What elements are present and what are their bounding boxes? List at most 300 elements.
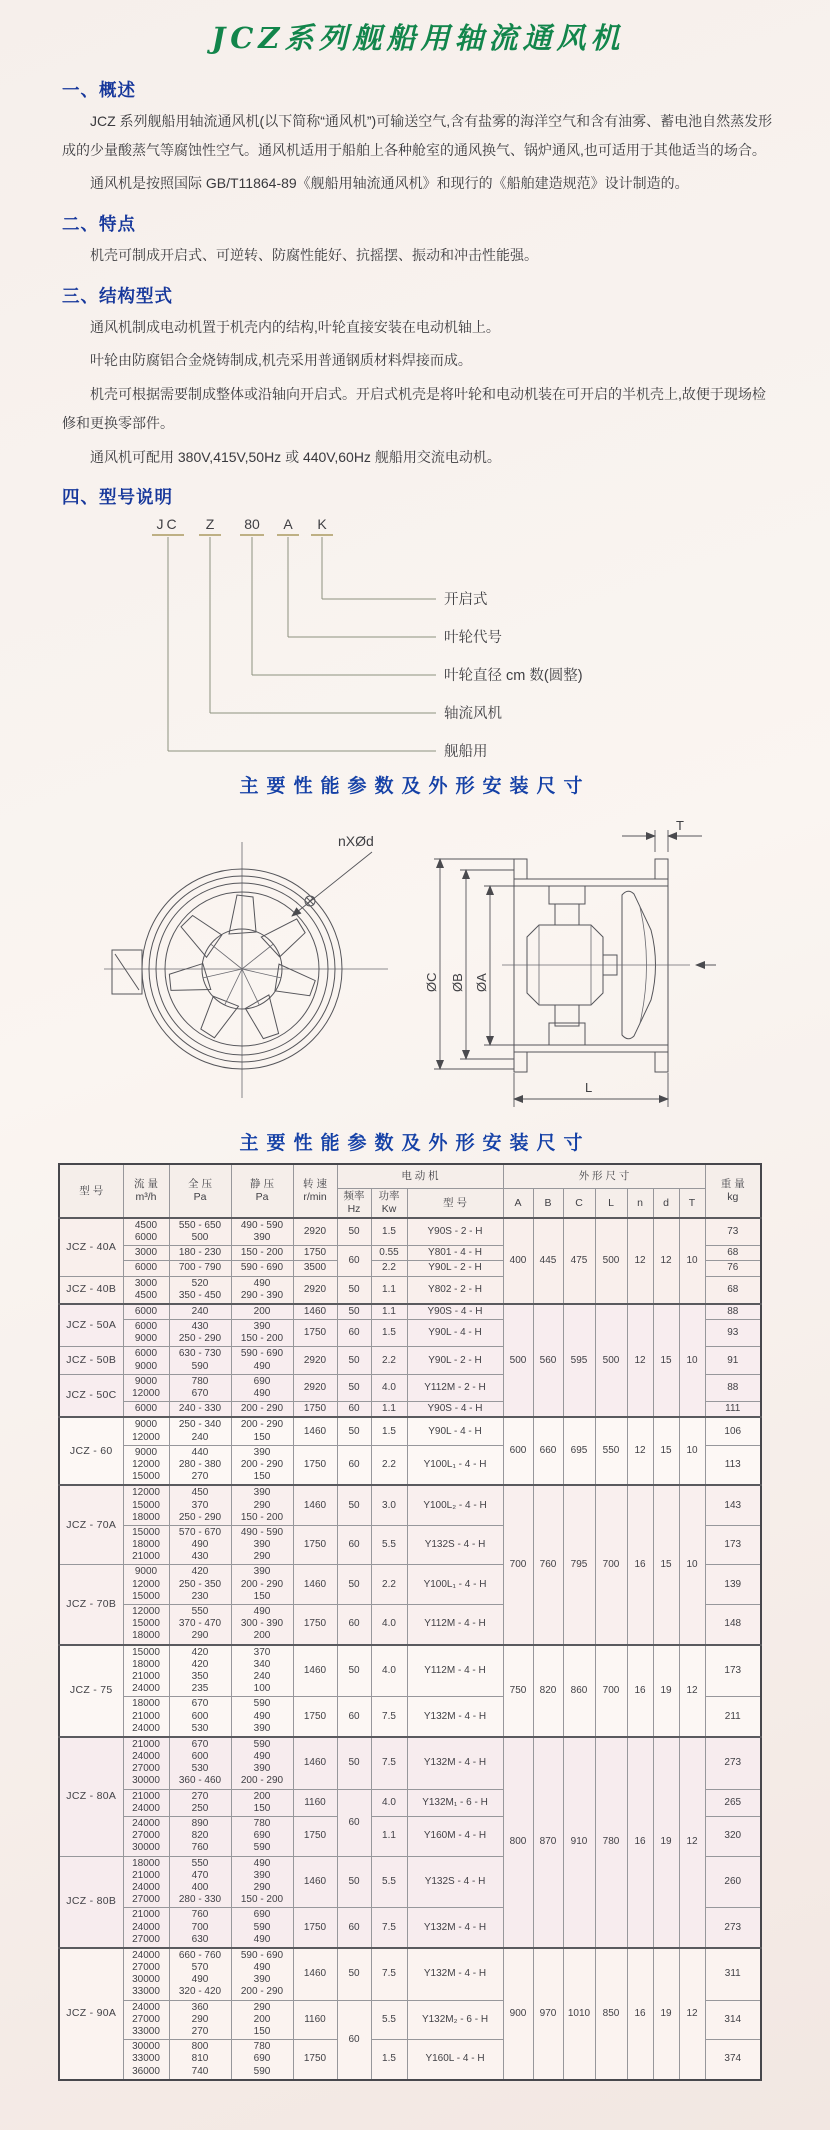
table-cell: 15000 18000 21000 <box>123 1525 169 1565</box>
table-cell: 450 370 250 - 290 <box>169 1485 231 1525</box>
table-cell: 695 <box>563 1417 595 1485</box>
table-cell: 1460 <box>293 1948 337 2000</box>
table-cell: 690 590 490 <box>231 1908 293 1948</box>
table-cell: 7.5 <box>371 1948 407 2000</box>
table-cell: 3.0 <box>371 1485 407 1525</box>
table-row <box>59 1948 761 2000</box>
table-cell: 2920 <box>293 1347 337 1374</box>
header-cell: 全 压 Pa <box>169 1164 231 1218</box>
table-cell: Y100L₁ - 4 - H <box>407 1445 503 1485</box>
header-cell: 电 动 机 <box>337 1164 503 1189</box>
table-cell: 500 <box>595 1304 627 1418</box>
table-cell: 2.2 <box>371 1445 407 1485</box>
table-cell: 1750 <box>293 2040 337 2080</box>
table-cell: 68 <box>705 1276 761 1304</box>
header-cell: d <box>653 1189 679 1218</box>
table-cell: 1.1 <box>371 1402 407 1418</box>
table-row <box>59 1645 761 1697</box>
table-cell: Y132S - 4 - H <box>407 1525 503 1565</box>
table-cell: 1460 <box>293 1565 337 1605</box>
table-cell: 30000 33000 36000 <box>123 2040 169 2080</box>
table-cell: 50 <box>337 1737 371 1789</box>
model-cell: JCZ - 50C <box>59 1374 123 1417</box>
overview-paragraph-2: 通风机是按照国际 GB/T11864-89《舰船用轴流通风机》和现行的《船舶建造规范》设计制造的。 <box>90 175 689 192</box>
table-cell: 860 <box>563 1645 595 1737</box>
table-cell: 600 <box>503 1417 533 1485</box>
table-cell: 1160 <box>293 2000 337 2040</box>
header-cell: 流 量 m³/h <box>123 1164 169 1218</box>
table-cell: 445 <box>533 1218 563 1304</box>
table-cell: 9000 12000 <box>123 1374 169 1401</box>
table-cell: 50 <box>337 1417 371 1445</box>
table-cell: 16 <box>627 1485 653 1644</box>
table-cell: 490 - 590 390 <box>231 1218 293 1246</box>
table-cell: 60 <box>337 1789 371 1856</box>
table-cell: 2920 <box>293 1276 337 1304</box>
table-cell: 430 250 - 290 <box>169 1320 231 1347</box>
table-cell: 670 600 530 <box>169 1697 231 1737</box>
bolt-holes-label: nXØd <box>338 833 374 850</box>
table-cell: 12 <box>627 1218 653 1304</box>
table-cell: 1.5 <box>371 1417 407 1445</box>
table-cell: 60 <box>337 1320 371 1347</box>
table-cell: 68 <box>705 1246 761 1261</box>
structure-paragraph-4: 通风机可配用 380V,415V,50Hz 或 440V,60Hz 舰船用交流电动机。 <box>90 448 501 465</box>
table-cell: 240 - 330 <box>169 1402 231 1418</box>
table-cell: 475 <box>563 1218 595 1304</box>
header-cell: B <box>533 1189 563 1218</box>
table-cell: 1750 <box>293 1402 337 1418</box>
table-row <box>59 1737 761 1789</box>
table-cell: 900 <box>503 1948 533 2080</box>
code-label-axial-fan: 轴流风机 <box>444 706 502 723</box>
table-row <box>59 1218 761 1246</box>
table-cell: Y160L - 4 - H <box>407 2040 503 2080</box>
dia_b-label: ØB <box>450 973 465 993</box>
table-cell: 290 200 150 <box>231 2000 293 2040</box>
structure-paragraph-3: 机壳可根据需要制成整体或沿轴向开启式。开启式机壳是将叶轮和电动机装在可开启的半机壳上,故便于现场检修和更换零部件。 <box>62 386 766 431</box>
table-cell: 2.2 <box>371 1261 407 1276</box>
table-cell: Y90S - 4 - H <box>407 1304 503 1320</box>
table-cell: 15 <box>653 1417 679 1485</box>
table-cell: 1750 <box>293 1246 337 1261</box>
table-cell: 490 390 290 150 - 200 <box>231 1856 293 1908</box>
table-cell: 10 <box>679 1417 705 1485</box>
model-cell: JCZ - 75 <box>59 1645 123 1737</box>
table-cell: 780 670 <box>169 1374 231 1401</box>
table-cell: 7.5 <box>371 1697 407 1737</box>
table-cell: 50 <box>337 1856 371 1908</box>
header-cell: n <box>627 1189 653 1218</box>
table-cell: 1750 <box>293 1605 337 1645</box>
thickness-label: T <box>676 818 684 834</box>
table-cell: 113 <box>705 1445 761 1485</box>
table-cell: 3000 4500 <box>123 1276 169 1304</box>
table-cell: 60 <box>337 1445 371 1485</box>
code-label-impeller-code: 叶轮代号 <box>444 630 502 647</box>
table-cell: Y100L₂ - 4 - H <box>407 1485 503 1525</box>
table-cell: 139 <box>705 1565 761 1605</box>
table-cell: 270 250 <box>169 1789 231 1816</box>
table-cell: 50 <box>337 1374 371 1401</box>
table-cell: 5.5 <box>371 2000 407 2040</box>
length-label: L <box>585 1080 593 1096</box>
table-cell: 12000 15000 18000 <box>123 1485 169 1525</box>
table-cell: 1.1 <box>371 1276 407 1304</box>
table-cell: 15 <box>653 1485 679 1644</box>
table-cell: Y100L₁ - 4 - H <box>407 1565 503 1605</box>
table-cell: 173 <box>705 1645 761 1697</box>
table-cell: 440 280 - 380 270 <box>169 1445 231 1485</box>
model-code-k: K <box>317 516 327 533</box>
table-cell: Y90S - 2 - H <box>407 1218 503 1246</box>
table-cell: 76 <box>705 1261 761 1276</box>
header-cell: 型 号 <box>59 1164 123 1218</box>
table-cell: 1750 <box>293 1908 337 1948</box>
table-cell: 1750 <box>293 1817 337 1857</box>
table-cell: Y132M - 4 - H <box>407 1737 503 1789</box>
table-row <box>59 1485 761 1525</box>
table-cell: 143 <box>705 1485 761 1525</box>
table-cell: 630 - 730 590 <box>169 1347 231 1374</box>
table-cell: 550 470 400 280 - 330 <box>169 1856 231 1908</box>
table-cell: 870 <box>533 1737 563 1948</box>
table-cell: 550 370 - 470 290 <box>169 1605 231 1645</box>
table-cell: 60 <box>337 1908 371 1948</box>
table-cell: 700 <box>595 1645 627 1737</box>
model-code-diagram <box>0 513 830 763</box>
table-cell: Y802 - 2 - H <box>407 1276 503 1304</box>
features-paragraph-1: 机壳可制成开启式、可逆转、防腐性能好、抗摇摆、振动和冲击性能强。 <box>90 247 538 264</box>
model-cell: JCZ - 90A <box>59 1948 123 2080</box>
table-cell: Y132S - 4 - H <box>407 1856 503 1908</box>
table-cell: 12 <box>679 1948 705 2080</box>
table-cell: 1460 <box>293 1856 337 1908</box>
table-cell: 590 490 390 200 - 290 <box>231 1737 293 1789</box>
model-code-80: 80 <box>244 516 260 533</box>
table-cell: 311 <box>705 1948 761 2000</box>
table-cell: 1750 <box>293 1525 337 1565</box>
table-cell: 6000 9000 <box>123 1347 169 1374</box>
structure-paragraph-2: 叶轮由防腐铝合金烧铸制成,机壳采用普通钢质材料焊接而成。 <box>90 352 472 369</box>
table-cell: Y90L - 2 - H <box>407 1261 503 1276</box>
table-cell: 88 <box>705 1374 761 1401</box>
performance-heading-2: 主要性能参数及外形安装尺寸 <box>239 1133 591 1155</box>
table-cell: Y90L - 4 - H <box>407 1320 503 1347</box>
table-cell: 760 <box>533 1485 563 1644</box>
table-cell: 560 <box>533 1304 563 1418</box>
table-cell: 200 150 <box>231 1789 293 1816</box>
table-cell: 795 <box>563 1485 595 1644</box>
table-cell: 520 350 - 450 <box>169 1276 231 1304</box>
table-cell: 690 490 <box>231 1374 293 1401</box>
table-cell: 50 <box>337 1565 371 1605</box>
model-cell: JCZ - 80A <box>59 1737 123 1856</box>
model-code-z: Z <box>205 516 215 533</box>
table-cell: 420 420 350 235 <box>169 1645 231 1697</box>
table-cell: 4.0 <box>371 1645 407 1697</box>
performance-heading-1: 主要性能参数及外形安装尺寸 <box>239 776 591 798</box>
table-cell: 5.5 <box>371 1856 407 1908</box>
table-cell: 12 <box>679 1645 705 1737</box>
table-cell: 60 <box>337 1246 371 1276</box>
model-cell: JCZ - 70B <box>59 1565 123 1645</box>
table-cell: 148 <box>705 1605 761 1645</box>
model-cell: JCZ - 80B <box>59 1856 123 1948</box>
table-cell: 1.5 <box>371 1218 407 1246</box>
table-cell: 50 <box>337 1645 371 1697</box>
table-cell: 240 <box>169 1304 231 1320</box>
table-cell: 50 <box>337 1218 371 1246</box>
table-cell: 970 <box>533 1948 563 2080</box>
table-cell: 1010 <box>563 1948 595 2080</box>
dia_c-label: ØC <box>424 972 439 993</box>
table-cell: 890 820 760 <box>169 1817 231 1857</box>
table-cell: 50 <box>337 1276 371 1304</box>
table-cell: 60 <box>337 1402 371 1418</box>
table-cell: 500 <box>503 1304 533 1418</box>
table-cell: 9000 12000 <box>123 1417 169 1445</box>
table-row <box>59 1417 761 1445</box>
table-cell: 9000 12000 15000 <box>123 1445 169 1485</box>
table-cell: 1460 <box>293 1304 337 1320</box>
table-cell: 250 - 340 240 <box>169 1417 231 1445</box>
table-cell: 5.5 <box>371 1525 407 1565</box>
table-cell: 12000 15000 18000 <box>123 1605 169 1645</box>
table-row <box>59 1304 761 1320</box>
table-cell: 1.5 <box>371 1320 407 1347</box>
table-cell: 320 <box>705 1817 761 1857</box>
table-cell: 93 <box>705 1320 761 1347</box>
table-cell: 18000 21000 24000 <box>123 1697 169 1737</box>
table-cell: 91 <box>705 1347 761 1374</box>
table-cell: 173 <box>705 1525 761 1565</box>
table-cell: 4.0 <box>371 1605 407 1645</box>
section-heading-structure: 三、结构型式 <box>62 285 173 306</box>
header-cell: 功率 Kw <box>371 1189 407 1218</box>
table-cell: 111 <box>705 1402 761 1418</box>
section-heading-model-code: 四、型号说明 <box>62 487 173 508</box>
table-cell: 800 <box>503 1737 533 1948</box>
table-cell: 780 690 590 <box>231 1817 293 1857</box>
table-cell: Y132M - 4 - H <box>407 1697 503 1737</box>
model-cell: JCZ - 50B <box>59 1347 123 1374</box>
table-cell: 590 - 690 490 390 200 - 290 <box>231 1948 293 2000</box>
table-cell: 200 - 290 <box>231 1402 293 1418</box>
table-cell: 1160 <box>293 1789 337 1816</box>
table-cell: 10 <box>679 1485 705 1644</box>
table-cell: 15 <box>653 1304 679 1418</box>
table-cell: 9000 12000 15000 <box>123 1565 169 1605</box>
table-cell: 50 <box>337 1485 371 1525</box>
table-cell: 2.2 <box>371 1565 407 1605</box>
table-cell: 420 250 - 350 230 <box>169 1565 231 1605</box>
table-cell: 374 <box>705 2040 761 2080</box>
code-label-impeller-diameter: 叶轮直径 cm 数(圆整) <box>444 668 583 685</box>
table-cell: 60 <box>337 1605 371 1645</box>
table-cell: 16 <box>627 1737 653 1948</box>
model-code-jc: JC <box>156 516 180 533</box>
table-cell: 850 <box>595 1948 627 2080</box>
table-cell: 390 200 - 290 150 <box>231 1445 293 1485</box>
table-cell: 273 <box>705 1908 761 1948</box>
table-cell: 21000 24000 27000 <box>123 1908 169 1948</box>
table-cell: Y801 - 4 - H <box>407 1246 503 1261</box>
table-cell: 760 700 630 <box>169 1908 231 1948</box>
table-cell: 1750 <box>293 1445 337 1485</box>
table-cell: 780 690 590 <box>231 2040 293 2080</box>
table-cell: 60 <box>337 2000 371 2080</box>
table-cell: 21000 24000 <box>123 1789 169 1816</box>
table-cell: 12 <box>653 1218 679 1304</box>
header-cell: C <box>563 1189 595 1218</box>
table-cell: 490 300 - 390 200 <box>231 1605 293 1645</box>
table-cell: 6000 <box>123 1304 169 1320</box>
table-cell: 19 <box>653 1737 679 1948</box>
table-cell: 60 <box>337 1525 371 1565</box>
table-cell: 16 <box>627 1645 653 1737</box>
table-cell: Y112M - 4 - H <box>407 1605 503 1645</box>
table-cell: Y160M - 4 - H <box>407 1817 503 1857</box>
table-cell: 12 <box>679 1737 705 1948</box>
table-cell: Y132M - 4 - H <box>407 1948 503 2000</box>
table-cell: 6000 <box>123 1261 169 1276</box>
table-cell: 1750 <box>293 1697 337 1737</box>
table-cell: 1.5 <box>371 2040 407 2080</box>
table-cell: 10 <box>679 1304 705 1418</box>
table-cell: 700 <box>503 1485 533 1644</box>
table-cell: 2920 <box>293 1374 337 1401</box>
table-cell: 4.0 <box>371 1789 407 1816</box>
table-cell: 660 <box>533 1417 563 1485</box>
table-cell: 88 <box>705 1304 761 1320</box>
table-cell: 700 <box>595 1485 627 1644</box>
header-cell: 型 号 <box>407 1189 503 1218</box>
table-cell: 50 <box>337 1347 371 1374</box>
table-cell: 73 <box>705 1218 761 1246</box>
header-cell: 外 形 尺 寸 <box>503 1164 705 1189</box>
section-heading-features: 二、特点 <box>62 214 136 235</box>
table-cell: 910 <box>563 1737 595 1948</box>
header-cell: 转 速 r/min <box>293 1164 337 1218</box>
header-row <box>59 1164 761 1189</box>
header-cell: 静 压 Pa <box>231 1164 293 1218</box>
header-cell: A <box>503 1189 533 1218</box>
table-cell: 1460 <box>293 1417 337 1445</box>
table-cell: 50 <box>337 1948 371 2000</box>
table-cell: Y132M₁ - 6 - H <box>407 1789 503 1816</box>
table-cell: 19 <box>653 1645 679 1737</box>
table-cell: 1750 <box>293 1320 337 1347</box>
table-cell: 750 <box>503 1645 533 1737</box>
table-cell: 590 - 690 <box>231 1261 293 1276</box>
table-cell: 7.5 <box>371 1908 407 1948</box>
code-label-marine-use: 舰船用 <box>444 744 488 761</box>
structure-paragraph-1: 通风机制成电动机置于机壳内的结构,叶轮直接安装在电动机轴上。 <box>90 318 500 335</box>
table-cell: 370 340 240 100 <box>231 1645 293 1697</box>
table-cell: 1.1 <box>371 1817 407 1857</box>
table-cell: 1460 <box>293 1645 337 1697</box>
table-cell: 550 - 650 500 <box>169 1218 231 1246</box>
table-cell: 4.0 <box>371 1374 407 1401</box>
model-cell: JCZ - 70A <box>59 1485 123 1565</box>
overview-paragraph-1: JCZ 系列舰船用轴流通风机(以下简称“通风机”)可输送空气,含有盐雾的海洋空气和含有油雾、蓄电池自然蒸发形成的少量酸蒸气等腐蚀性空气。通风机适用于船舶上各种舱室的通风换气、锅炉通风,也可适用于其他适当的场合。 <box>62 113 773 158</box>
table-cell: 10 <box>679 1218 705 1304</box>
table-cell: 16 <box>627 1948 653 2080</box>
header-cell: L <box>595 1189 627 1218</box>
table-cell: 1460 <box>293 1737 337 1789</box>
spec-table <box>58 1163 762 2081</box>
table-cell: 590 490 390 <box>231 1697 293 1737</box>
table-cell: 660 - 760 570 490 320 - 420 <box>169 1948 231 2000</box>
table-cell: 24000 27000 33000 <box>123 2000 169 2040</box>
table-cell: Y90S - 4 - H <box>407 1402 503 1418</box>
table-cell: 3500 <box>293 1261 337 1276</box>
table-cell: 2920 <box>293 1218 337 1246</box>
table-cell: 211 <box>705 1697 761 1737</box>
table-cell: 1.1 <box>371 1304 407 1320</box>
table-cell: 18000 21000 24000 27000 <box>123 1856 169 1908</box>
table-cell: Y112M - 4 - H <box>407 1645 503 1697</box>
table-cell: 12 <box>627 1304 653 1418</box>
table-cell: 200 <box>231 1304 293 1320</box>
table-cell: 150 - 200 <box>231 1246 293 1261</box>
table-cell: 595 <box>563 1304 595 1418</box>
table-cell: Y90L - 4 - H <box>407 1417 503 1445</box>
table-cell: 273 <box>705 1737 761 1789</box>
table-cell: 700 - 790 <box>169 1261 231 1276</box>
table-cell: 6000 9000 <box>123 1320 169 1347</box>
model-cell: JCZ - 40B <box>59 1276 123 1304</box>
code-label-open-type: 开启式 <box>444 592 488 609</box>
model-code-a: A <box>283 516 293 533</box>
table-cell: 0.55 <box>371 1246 407 1261</box>
table-cell: 314 <box>705 2000 761 2040</box>
table-cell: 3000 <box>123 1246 169 1261</box>
model-cell: JCZ - 50A <box>59 1304 123 1347</box>
table-cell: 800 810 740 <box>169 2040 231 2080</box>
outline-drawing <box>0 802 830 1120</box>
table-cell: 2.2 <box>371 1347 407 1374</box>
table-cell: 24000 27000 30000 33000 <box>123 1948 169 2000</box>
header-cell: 频率 Hz <box>337 1189 371 1218</box>
table-cell: Y132M₂ - 6 - H <box>407 2000 503 2040</box>
table-cell: 390 150 - 200 <box>231 1320 293 1347</box>
table-cell: 60 <box>337 1697 371 1737</box>
table-cell: 260 <box>705 1856 761 1908</box>
table-cell: 50 <box>337 1304 371 1320</box>
table-cell: 590 - 690 490 <box>231 1347 293 1374</box>
model-cell: JCZ - 60 <box>59 1417 123 1485</box>
table-cell: 670 600 530 360 - 460 <box>169 1737 231 1789</box>
table-cell: 265 <box>705 1789 761 1816</box>
header-cell: 重 量 kg <box>705 1164 761 1218</box>
table-cell: 1460 <box>293 1485 337 1525</box>
table-cell: 6000 <box>123 1402 169 1418</box>
table-cell: 550 <box>595 1417 627 1485</box>
table-cell: Y112M - 2 - H <box>407 1374 503 1401</box>
section-heading-overview: 一、概述 <box>62 80 136 100</box>
table-cell: Y132M - 4 - H <box>407 1908 503 1948</box>
table-cell: 500 <box>595 1218 627 1304</box>
table-cell: 15000 18000 21000 24000 <box>123 1645 169 1697</box>
dia_a-label: ØA <box>474 973 489 993</box>
table-cell: 390 290 150 - 200 <box>231 1485 293 1525</box>
table-cell: 780 <box>595 1737 627 1948</box>
table-cell: 21000 24000 27000 30000 <box>123 1737 169 1789</box>
table-cell: 19 <box>653 1948 679 2080</box>
table-cell: 390 200 - 290 150 <box>231 1565 293 1605</box>
